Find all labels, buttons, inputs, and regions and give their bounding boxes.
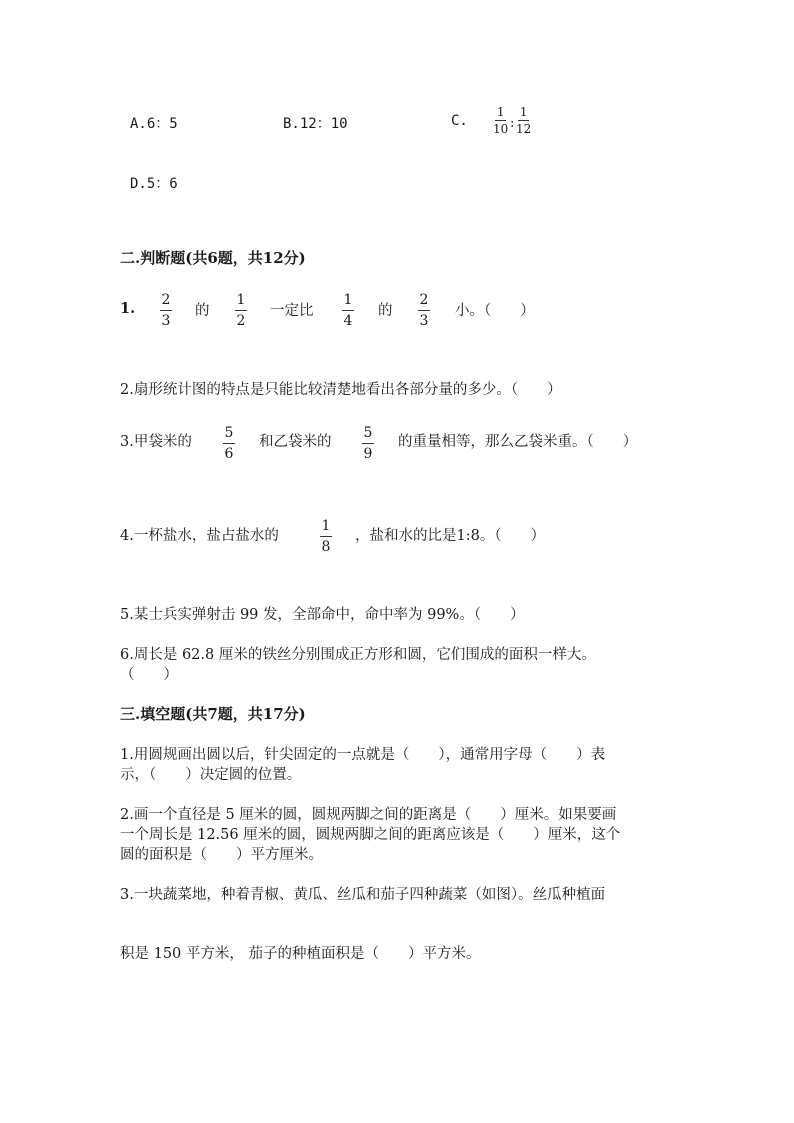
s3-q2-line-2: 一个周长是 12.56 厘米的圆，圆规两脚之间的距离应该是（ ）厘米，这个 <box>120 827 621 843</box>
option-a: A.6：5 <box>130 116 178 132</box>
fraction-numerator: 1 <box>320 519 333 537</box>
s3-q3-line-1: 3.一块蔬菜地，种着青椒、黄瓜、丝瓜和茄子四种蔬菜（如图）。丝瓜种植面 <box>120 887 606 903</box>
s3-q2-line-3: 圆的面积是（ ）平方厘米。 <box>120 847 323 863</box>
fraction-numerator: 5 <box>362 426 375 444</box>
s2-q3-text-3: 的重量相等，那么乙袋米重。（ ） <box>398 434 638 450</box>
option-d: D.5：6 <box>130 176 178 192</box>
fraction-numerator: 1 <box>496 105 505 119</box>
s2-q5: 5.某士兵实弹射击 99 发，全部命中，命中率为 99%。（ ） <box>120 607 525 623</box>
s2-q3-fraction-1 <box>222 426 236 461</box>
s2-q1-fraction-4 <box>417 293 431 328</box>
option-c-fraction-2 <box>516 106 531 135</box>
s2-q1-text-3: 的 <box>378 303 393 319</box>
section-2-heading: 二.判断题(共6题，共12分) <box>120 249 306 267</box>
fraction-numerator: 2 <box>160 293 173 311</box>
fraction-numerator: 1 <box>342 293 355 311</box>
fraction-denominator: 3 <box>419 313 429 329</box>
fraction-numerator: 2 <box>418 293 431 311</box>
s2-q3-text-2: 和乙袋米的 <box>259 434 332 450</box>
s3-q3-line-2: 积是 150 平方米， 茄子的种植面积是（ ）平方米。 <box>120 946 481 962</box>
section-3-heading: 三.填空题(共7题，共17分) <box>120 705 306 723</box>
s2-q4-text-1: 4.一杯盐水，盐占盐水的 <box>120 528 279 544</box>
fraction-numerator: 5 <box>223 426 236 444</box>
s2-q1-fraction-1 <box>159 293 173 328</box>
s2-q2: 2.扇形统计图的特点是只能比较清楚地看出各部分量的多少。（ ） <box>120 382 562 398</box>
option-c-fraction-1 <box>493 106 508 135</box>
s2-q6-line-1: 6.周长是 62.8 厘米的铁丝分别围成正方形和圆，它们围成的面积一样大。 <box>120 647 596 663</box>
s3-q1-line-1: 1.用圆规画出圆以后，针尖固定的一点就是（ ），通常用字母（ ）表 <box>120 747 606 763</box>
s2-q1-number: 1. <box>120 300 136 317</box>
s2-q3-text-1: 3.甲袋米的 <box>120 434 192 450</box>
fraction-denominator: 6 <box>224 446 234 462</box>
fraction-denominator: 12 <box>516 122 532 136</box>
fraction-numerator: 1 <box>235 293 248 311</box>
s3-q2-line-1: 2.画一个直径是 5 厘米的圆，圆规两脚之间的距离是（ ）厘米。如果要画 <box>120 807 617 823</box>
option-c-label: C. <box>451 113 468 129</box>
fraction-denominator: 2 <box>236 313 246 329</box>
fraction-denominator: 4 <box>343 313 353 329</box>
fraction-denominator: 9 <box>363 446 373 462</box>
s2-q3-fraction-2 <box>361 426 375 461</box>
fraction-denominator: 8 <box>321 539 331 555</box>
s2-q4-fraction-1 <box>319 519 333 554</box>
s2-q1-fraction-3 <box>341 293 355 328</box>
fraction-denominator: 3 <box>161 313 171 329</box>
s2-q1-text-1: 的 <box>195 303 210 319</box>
s2-q1-text-4: 小。（ ） <box>455 303 535 319</box>
s2-q1-text-2: 一定比 <box>270 303 314 319</box>
s2-q4-text-2: ，盐和水的比是1:8。（ ） <box>355 528 546 544</box>
s2-q6-line-2: （ ） <box>120 667 178 683</box>
option-b: B.12：10 <box>283 116 348 132</box>
fraction-numerator: 1 <box>519 105 528 119</box>
fraction-denominator: 10 <box>493 122 509 136</box>
option-c-colon: : <box>510 116 515 131</box>
s3-q1-line-2: 示，（ ）决定圆的位置。 <box>120 767 302 783</box>
s2-q1-fraction-2 <box>234 293 248 328</box>
